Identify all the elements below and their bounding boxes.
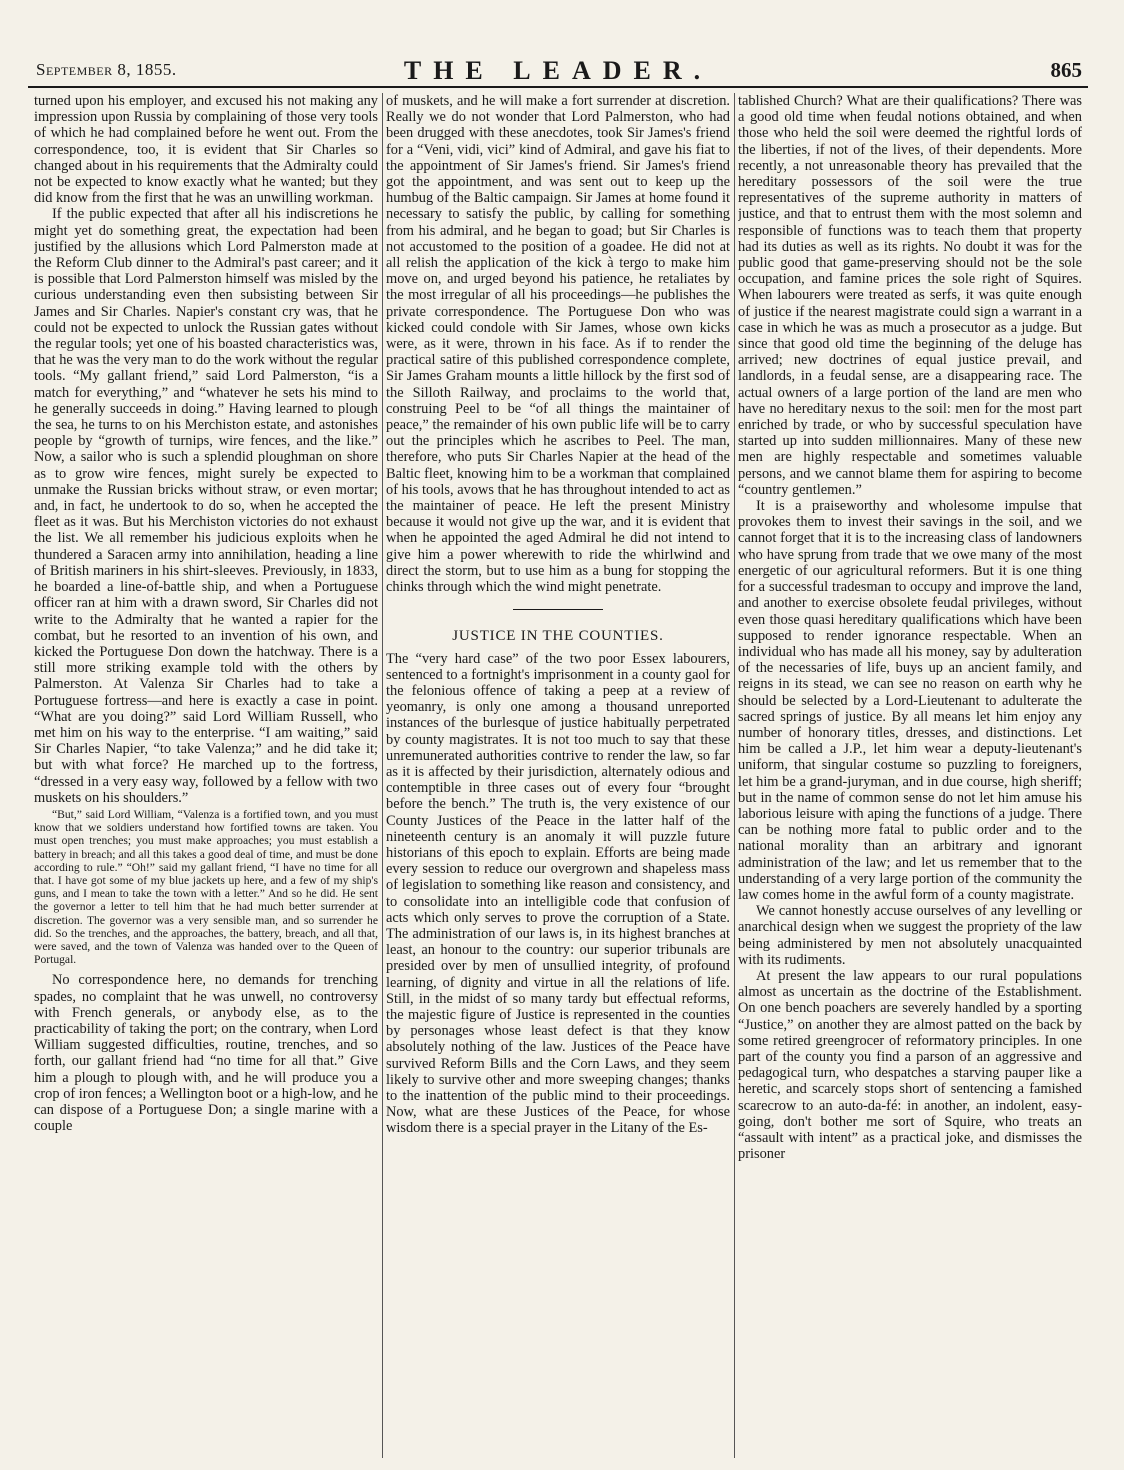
newspaper-title: THE LEADER. xyxy=(403,56,713,85)
col1-paragraph-2: If the public expected that after all his indiscretions he might yet do something great, the expectation had been justified by the allusions which Lord Palmerston made at the Reform Club dinner to the Admiral's past career; and it is possible that Lord Palmerston himself was misled by the curious understanding even then subsisting between Sir James and Sir Charles. Napier's constant cry was, that he could not be expected to unlock the Russian gates without the regular tools; yet one of his boasted characteristics was, that he was the very man to do the work without the regular tools. “My gallant friend,” said Lord Palmerston, “is a match for everything,” and “whatever he sets his mind to he generally succeeds in doing.” Having learned to plough the sea, he turns to on his Merchiston estate, and astonishes people by “growth of turnips, wire fences, and the like.” Now, a sailor who is such a splendid ploughman on shore as to grow wire fences, might surely be expected to unmake the Russian bricks without straw, or even mortar; and, in fact, he undertook to do so, when he accepted the fleet as it was. But his Merchiston victories do not exhaust the list. We all remember his judicious exploits when he thundered a Saracen army into annihilation, heading a line of British mariners in his shirt-sleeves. Previously, in 1833, he boarded a line-of-battle ship, and when a Portuguese officer ran at him with a drawn sword, Sir Charles did not write to the Admiralty that he wanted a rapier for the combat, but he resorted to an invention of his own, and kicked the Portuguese Don down the hatchway. There is a still more striking example told with the others by Palmerston. At Valenza Sir Charles had to take a Portuguese fortress—and here is exactly a case in point. “What are you doing?” said Lord William Russell, who met him on his way to the enterprise. “I am waiting,” said Sir Charles Napier, “to take Valenza;” and he did take it; but with what force? He marched up to the fortress, “dressed in a very easy way, followed by a fellow with two muskets on his shoulders.” xyxy=(34,206,378,806)
col1-paragraph-1: turned upon his employer, and excused his not making any impression upon Russia by complaining of those very tools of which he had complained before he went out. From the correspondence, too, it is evident that Sir Charles so changed about in his requirements that the Admiralty could not be expected to know exactly what he wanted; but they did know from the first that he was an unwilling workman. xyxy=(34,93,378,207)
col3-paragraph-1: tablished Church? What are their qualifications? There was a good old time when feudal notions obtained, and when those who held the soil were deemed the rightful lords of the liberties, if not of the lives, of their dependents. More recently, a not unreasonable theory has prevailed that the hereditary possessors of the soil were the true representatives of the supreme authority in matters of justice, and that to entrust them with the most solemn and responsible of functions was to teach them that property had its duties as well as its rights. No doubt it was for the public good that game-preserving should not be the sole occupation, and famine prices the sole right of Squires. When labourers were treated as serfs, it was quite enough of justice if the nearest magistrate could sign a warrant in a case in which he was as much a prosecutor as a judge. But since that good old time the beginning of the deluge has arrived; new doctrines of equal justice prevail, and landlords, in a feudal sense, are a disappearing race. The actual owners of a large portion of the land are men who have no hereditary nexus to the soil: men for the most part enriched by trade, or who by successful speculation have started up into sudden millionnaires. Many of these new men are highly respectable and sometimes valuable persons, and we cannot blame them for aspiring to become “country gentlemen.” xyxy=(738,93,1082,498)
column-1 xyxy=(34,93,378,1463)
page-header xyxy=(28,56,1088,88)
column-rule-1 xyxy=(382,93,383,1458)
footnote-quote: “But,” said Lord William, “Valenza is a fortified town, and you must know that we soldiers understand how fortified towns are taken. You must open trenches; you must make approaches; you must establish a battery in breach; and all this takes a good deal of time, and must be done according to rule.” “Oh!” said my gallant friend, “I have no time for all that. I have got some of my blue jackets up here, and a few of my ship's guns, and I mean to take the town with a letter.” And so he did. He sent the governor a letter to tell him that he had much better surrender at discretion. The governor was a very sensible man, and so surrender he did. So the trenches, and the approaches, the battery, breach, and all that, were saved, and the town of Valenza was handed over to the Queen of Portugal. xyxy=(34,807,378,967)
column-2 xyxy=(386,93,730,1463)
section-title: JUSTICE IN THE COUNTIES. xyxy=(452,628,664,645)
col1-closing-paragraph: No correspondence here, no demands for trenching spades, no complaint that he was unwell, no controversy with French generals, or anybody else, as to the practicability of taking the port; on the contrary, when Lord William suggested difficulties, routine, trenches, and so forth, our gallant friend had “no time for all that.” Give him a plough to plough with, and he will produce you a crop of iron fences; a Wellington boot or a high-low, and he can dispose of a Portuguese Don; a single marine with a couple xyxy=(34,972,378,1135)
column-rule-2 xyxy=(734,93,735,1458)
col3-paragraph-4: At present the law appears to our rural populations almost as uncertain as the doctrine of the Establishment. On one bench poachers are severely handled by a sporting “Justice,” on another they are almost patted on the back by some retired greengrocer of reformatory principles. In one part of the county you find a parson of an aggressive and pedagogical turn, who despatches a starving pauper like a heretic, and scarcely stops short of sentencing a famished scarecrow to an auto-da-fé: in another, an indolent, easy-going, don't bother me sort of Squire, who treats an “assault with intent” as a practical joke, and dismisses the prisoner xyxy=(738,967,1082,1163)
col3-paragraph-2: It is a praiseworthy and wholesome impulse that provokes them to invest their savings in the soil, and we cannot forget that it is to the increasing class of landowners who have sprung from trade that we owe many of the most energetic of our agricultural reformers. But it is one thing for a successful tradesman to occupy and improve the land, and another to exercise obsolete feudal privileges, without even those quasi hereditary qualifications which have been supposed to render ignorance respectable. When an individual who has made all his money, say by adulteration of the necessaries of life, buys up an ancient family, and reigns in its stead, we can see no reason on earth why he should be selected by a Lord-Lieutenant to adulterate the sacred springs of justice. By all means let him enjoy any number of honorary titles, dresses, and distinctions. Let him be called a J.P., let him wear a deputy-lieutenant's uniform, that singular costume so puzzling to foreigners, let him be a grand-juryman, and in due course, high sheriff; but in the name of common sense do not let him amuse his laborious leisure with aping the functions of a judge. There can be nothing more fatal to public order and to the national morality than an arbitrary and ignorant administration of the law; and let us remember that to the understanding of a very large portion of the community the law comes home in the awful form of a county magistrate. xyxy=(738,498,1082,903)
section-body: The “very hard case” of the two poor Essex labourers, sentenced to a fortnight's imprisonment in a county gaol for the felonious offence of taking a peep at a review of yeomanry, is only one among a thousand unreported instances of the burlesque of justice habitually perpetrated by county magistrates. It is not too much to say that these unremunerated authorities contrive to render the law, so far as it is affected by their jurisdiction, alternately odious and contemptible in three cases out of every four “brought before the bench.” The truth is, the very existence of our County Justices of the Peace in the latter half of the nineteenth century is an anomaly it will puzzle future historians of this epoch to explain. Efforts are being made every session to reduce our overgrown and shapeless mass of legislation to something like reason and consistency, and to consolidate into an intelligible code that confusion of acts which only serves to prove the corruption of a State. The administration of our laws is, in its highest branches at least, an honour to the country: our superior tribunals are presided over by men of unsullied integrity, of profound learning, of dignity and virtue in all the relations of life. Still, in the midst of so many tardy but effectual reforms, the majestic figure of Justice is represented in the counties by personages whose least defect is that they know absolutely nothing of the law. Justices of the Peace have survived Reform Bills and the Corn Laws, and they seem likely to survive other and more sweeping changes; thanks to the inattention of the public mind to their proceedings. Now, what are these Justices of the Peace, for whose wisdom there is a special prayer in the Litany of the Es- xyxy=(386,650,730,1137)
column-3 xyxy=(738,93,1082,1463)
page-number: 865 xyxy=(1050,58,1082,82)
issue-date: September 8, 1855. xyxy=(36,60,177,79)
col2-paragraph-1: of muskets, and he will make a fort surrender at discretion. Really we do not wonder that Lord Palmerston, who had been drugged with these anecdotes, took Sir James's friend for a “Veni, vidi, vici” kind of Admiral, and gave his fiat to the appointment of Sir James's friend. Sir James's friend got the appointment, and was sent out to keep up the humbug of the Baltic campaign. Sir James at home found it necessary to satisfy the public, by calling for something from his admiral, and he began to goad; but Sir Charles is not accustomed to the position of a goadee. He did not at all relish the application of the kick à tergo to make him move on, and urged beyond his patience, he retaliates by the most irregular of all his proceedings—he publishes the private correspondence. The Portuguese Don who was kicked could condole with Sir James, whose own kicks were, as it were, thrown in his face. As if to render the practical satire of this published correspondence complete, Sir James Graham mounts a little hillock by the first sod of the Silloth Railway, and proclaims to the world that, construing Peel to be “of all things the maintainer of peace,” the remainder of his own public life will be to carry out the principles which he ascribes to Peel. The man, therefore, who puts Sir Charles Napier at the head of the Baltic fleet, knowing him to be a workman that complained of his tools, avows that he has throughout intended to act as the maintainer of peace. He left the present Ministry because it would not give up the war, and it is evident that when he appointed the aged Admiral he did not intend to give him a power wherewith to ride the whirlwind and direct the storm, but to use him as a bung for stopping the chinks through which the wind might penetrate. xyxy=(386,93,730,596)
col3-paragraph-3: We cannot honestly accuse ourselves of any levelling or anarchical design when we suggest the propriety of the law being administered by men not absolutely unacquainted with its rudiments. xyxy=(738,903,1082,968)
section-separator xyxy=(513,609,603,610)
